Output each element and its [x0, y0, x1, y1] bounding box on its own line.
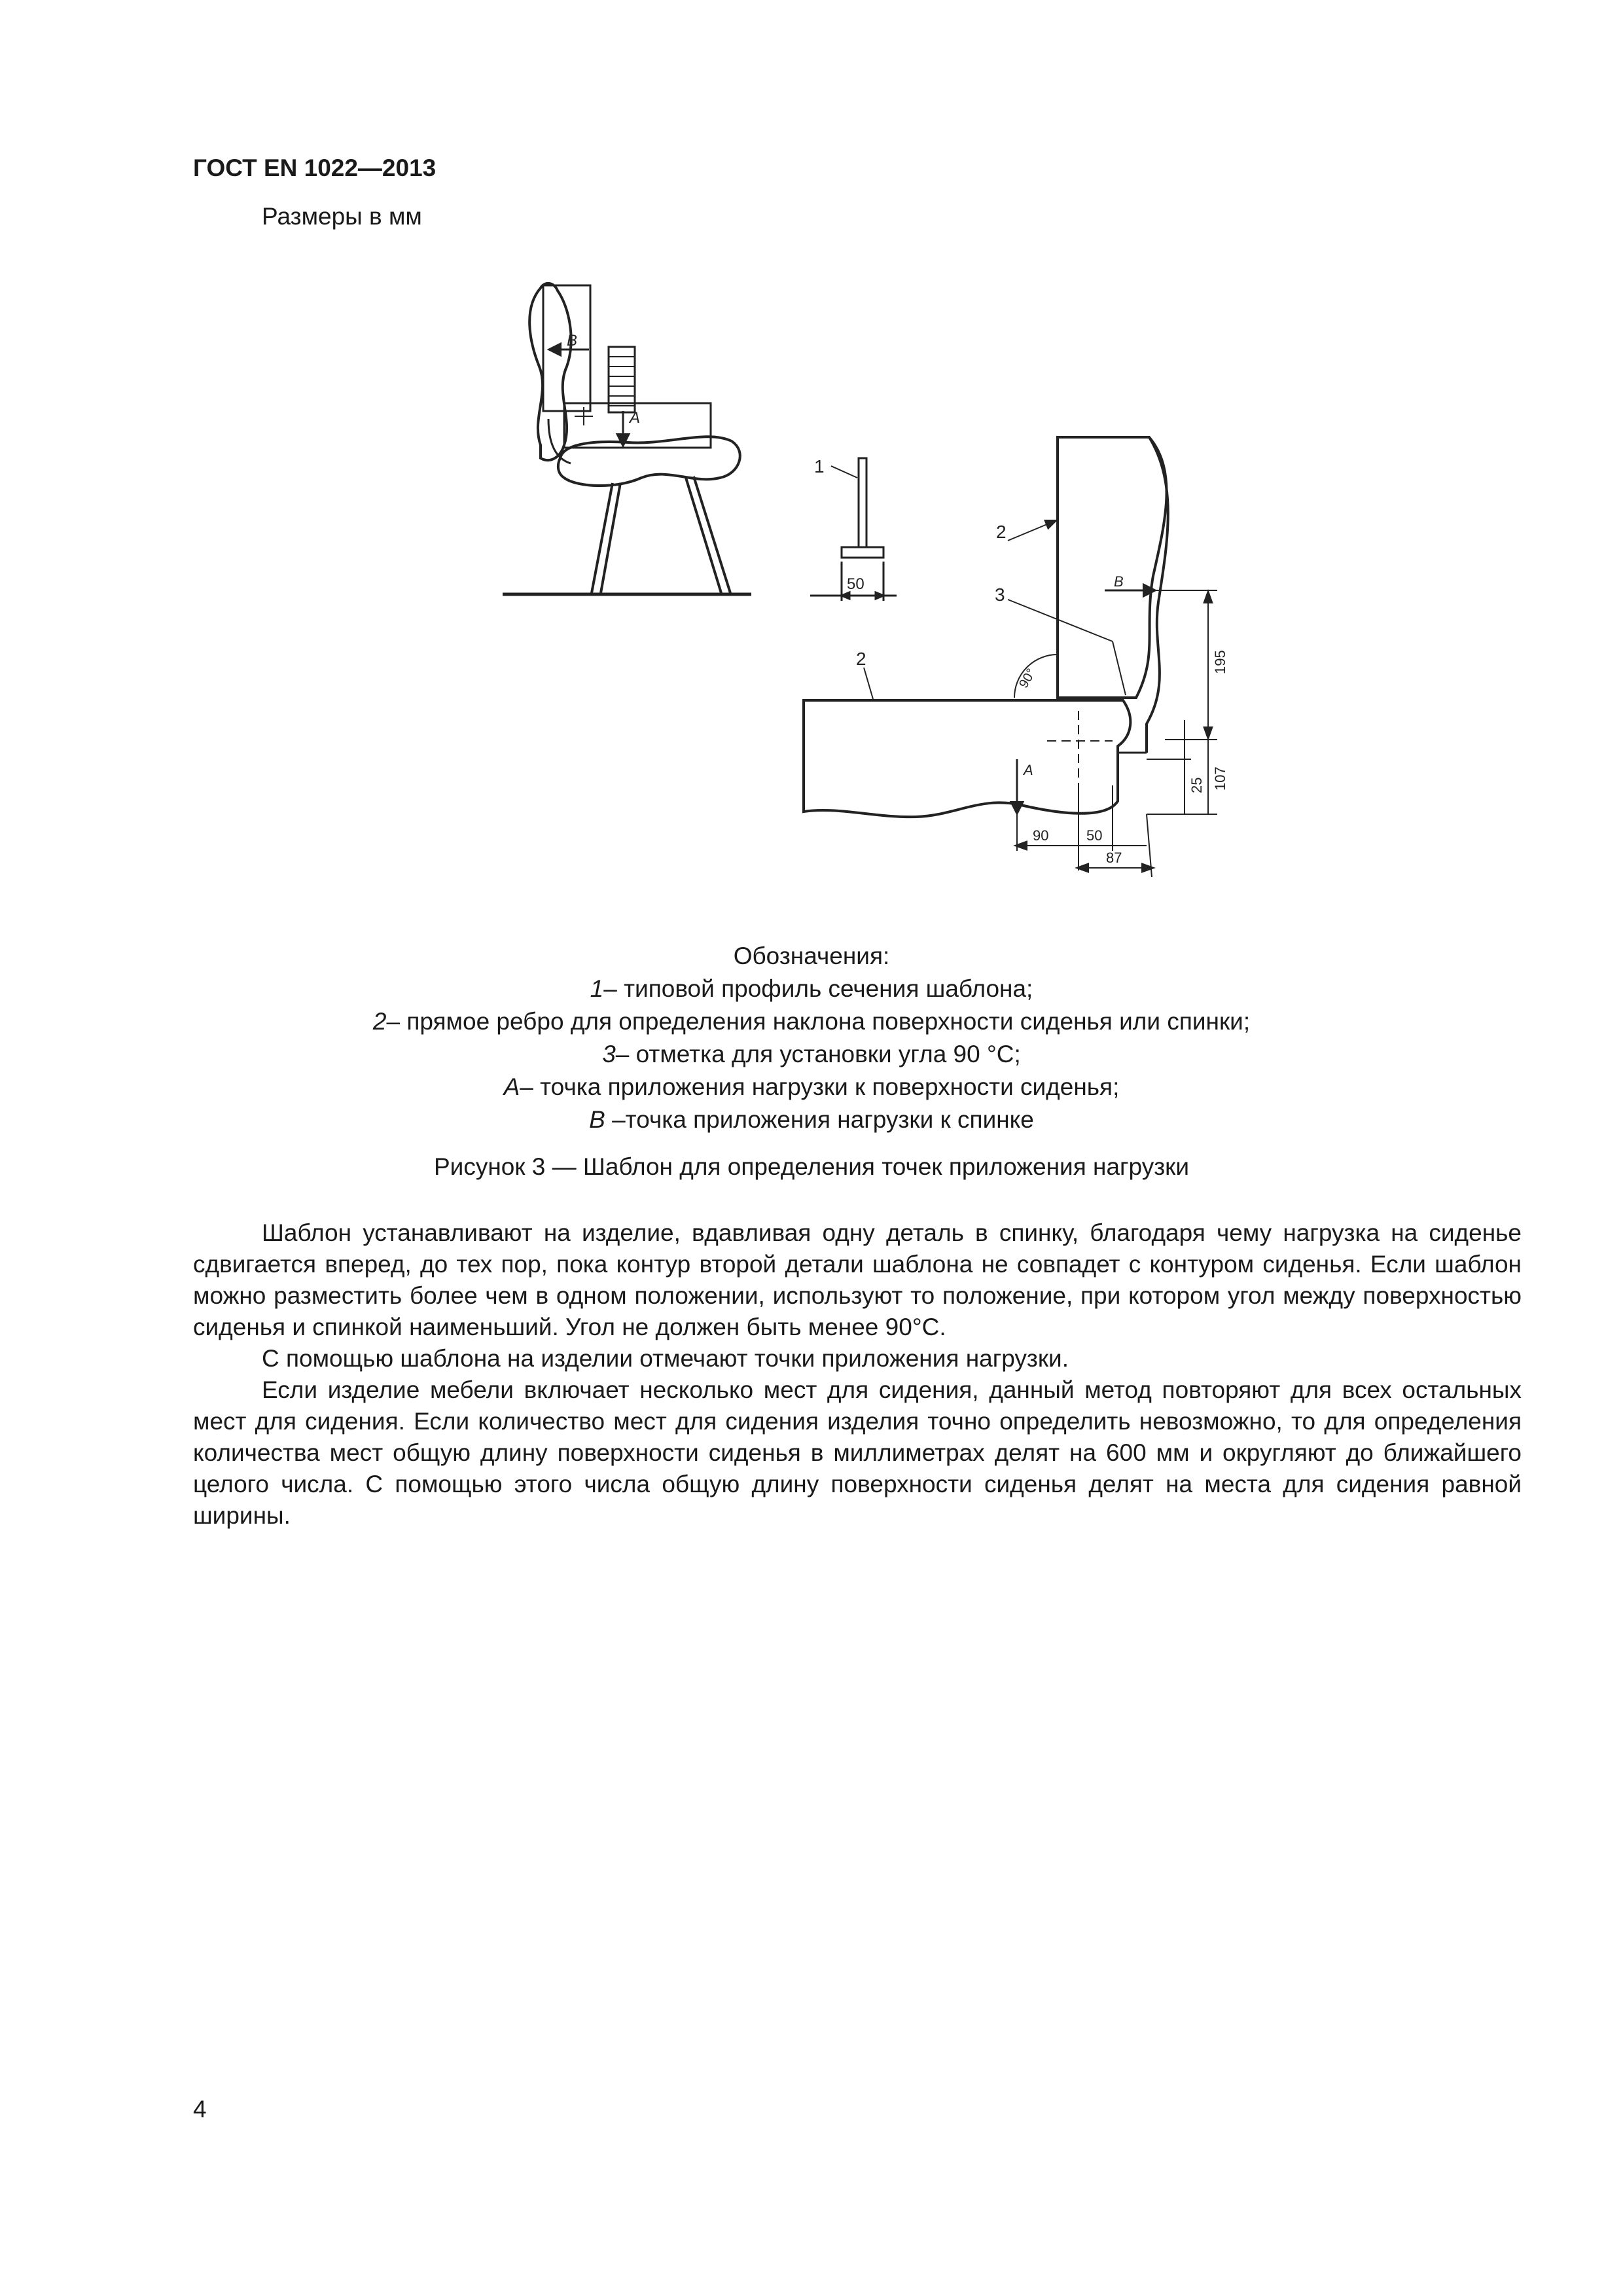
standard-header: ГОСТ EN 1022—2013 — [193, 154, 437, 181]
figure-caption: Рисунок 3 — Шаблон для определения точек приложения нагрузки — [433, 1153, 1190, 1180]
legend-key: 1 — [590, 975, 604, 1002]
dim-90: 90 — [1033, 827, 1049, 844]
paragraph: Шаблон устанавливают на изделие, вдавливая одну деталь в спинку, благодаря чему нагрузка на сиденье сдвигается вперед, до тех пор, пока контур второй детали шаблона не совпадет с контуром сиденья. Если шаблон можно разместить более чем в одном положении, используют то положение, при котором угол между поверхностью сиденья и спинкой наименьший. Угол не должен быть менее 90°С. — [193, 1219, 1522, 1340]
legend-text: – точка приложения нагрузки к поверхности сиденья; — [520, 1073, 1120, 1100]
chair-drawing — [503, 283, 751, 594]
template-drawing — [0, 0, 1623, 929]
legend-item — [0, 1103, 1623, 1136]
label-1: 1 — [814, 456, 825, 476]
dim-25: 25 — [1188, 777, 1205, 793]
dim-195: 195 — [1212, 650, 1228, 674]
dim-87: 87 — [1106, 850, 1122, 866]
chair-a-label: A — [630, 409, 641, 427]
legend-text: – типовой профиль сечения шаблона; — [603, 975, 1033, 1002]
dim-50-profile: 50 — [847, 575, 865, 593]
legend-title: Обозначения: — [733, 942, 890, 969]
angle-90-label: 90° — [1016, 666, 1039, 691]
label-3: 3 — [995, 584, 1005, 605]
label-2-upper: 2 — [996, 522, 1007, 542]
chair-b-label: B — [567, 332, 578, 350]
legend-key: В — [589, 1106, 605, 1133]
legend-key: А — [503, 1073, 520, 1100]
paragraph: С помощью шаблона на изделии отмечают точки приложения нагрузки. — [262, 1345, 1069, 1372]
legend-item — [0, 1038, 1623, 1071]
figure-legend — [0, 940, 1623, 1136]
dim-50-bottom: 50 — [1086, 827, 1103, 844]
body-text — [193, 1217, 1522, 1532]
legend-item — [0, 973, 1623, 1005]
template-b-label: B — [1114, 573, 1124, 590]
legend-key: 2 — [372, 1008, 387, 1035]
dimensions-note: Размеры в мм — [262, 203, 422, 230]
figure-3 — [0, 0, 1623, 929]
page-number: 4 — [193, 2096, 207, 2123]
legend-text: – прямое ребро для определения наклона поверхности сиденья или спинки; — [386, 1008, 1251, 1035]
template-a-label: A — [1024, 762, 1033, 778]
legend-text: –точка приложения нагрузки к спинке — [605, 1106, 1034, 1133]
legend-item — [0, 1071, 1623, 1103]
paragraph: Если изделие мебели включает несколько мест для сидения, данный метод повторяют для всех остальных мест для сидения. Если количество мест для сидения изделия точно определить невозможно, то для определения количества мест общую длину поверхности сиденья в миллиметрах делят на 600 мм и округляют до ближайшего целого числа. С помощью этого числа общую длину поверхности сиденья делят на места для сидения равной ширины. — [193, 1376, 1522, 1529]
legend-item — [0, 1005, 1623, 1038]
legend-key: 3 — [602, 1041, 616, 1067]
dim-107: 107 — [1212, 766, 1228, 791]
label-2-lower: 2 — [856, 649, 866, 669]
legend-text: – отметка для установки угла 90 °С; — [615, 1041, 1021, 1067]
